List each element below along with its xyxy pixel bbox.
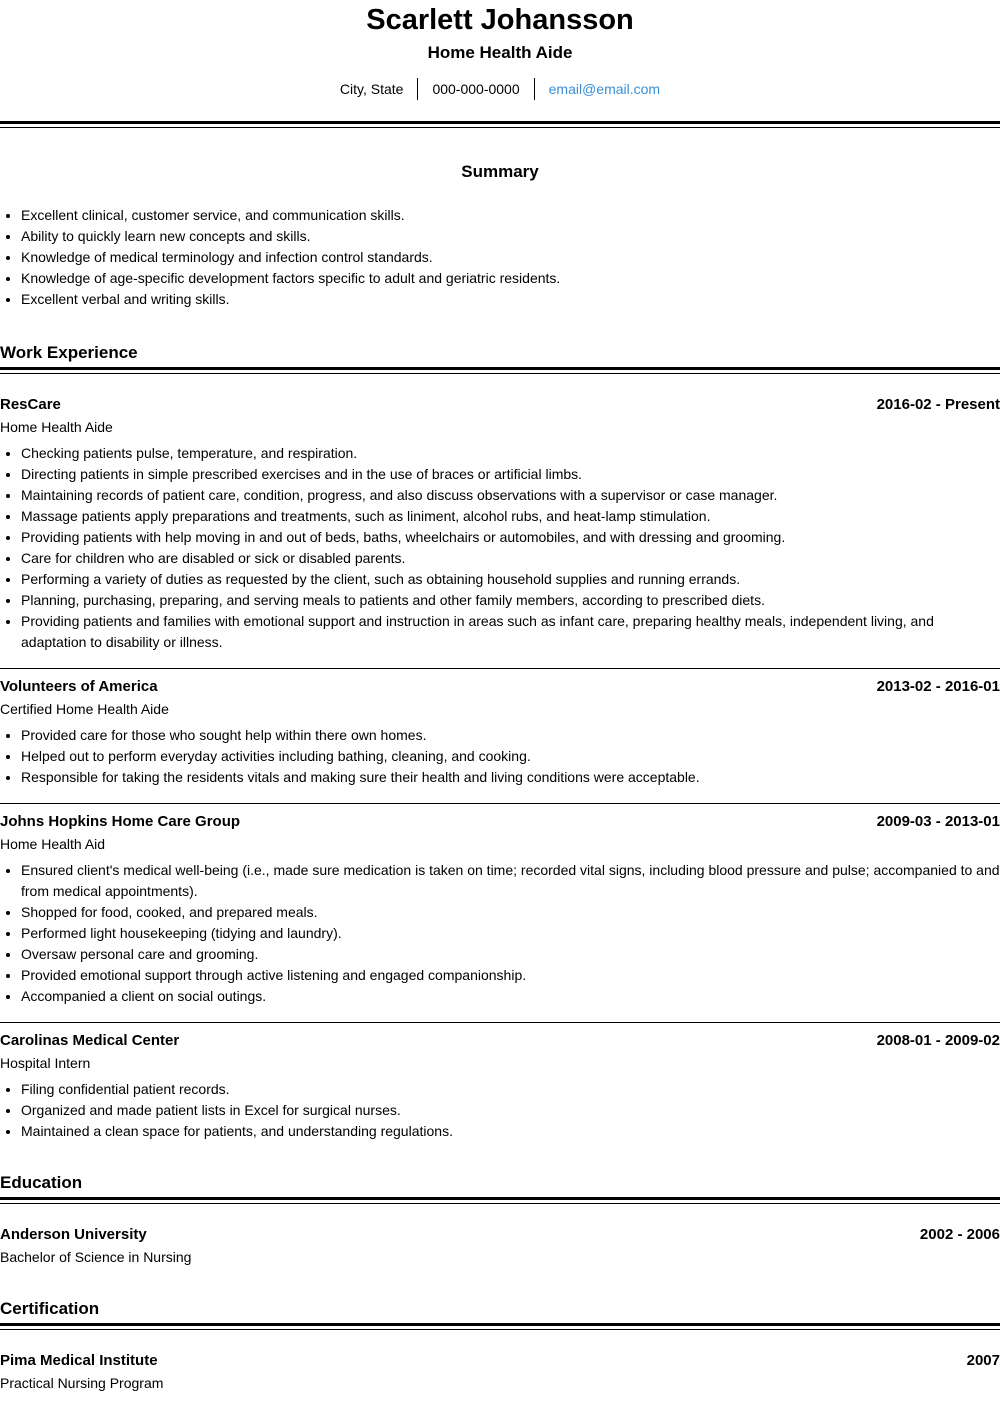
job-duty: • Providing patients with help moving in and out of beds, baths, wheelchairs or automobiles, and with dressing and grooming.	[21, 527, 1000, 548]
candidate-title: Home Health Aide	[427, 43, 573, 62]
job-dates: 2013-02 - 2016-01	[876, 678, 1000, 695]
phone-text: 000-000-0000	[432, 81, 520, 97]
job-company: Carolinas Medical Center	[0, 1032, 180, 1049]
job-duty: • Ensured client's medical well-being (i.e., made sure medication is taken on time; recorded vital signs, including blood pressure and pulse; accompanied to and from medical appointments).	[21, 860, 1000, 902]
resume-header	[0, 0, 1000, 100]
entry-divider	[0, 1022, 1000, 1023]
section-divider	[0, 367, 1000, 370]
job-dates: 2016-02 - Present	[876, 396, 1000, 413]
job-company: Volunteers of America	[0, 678, 158, 695]
job-duties	[0, 725, 1000, 788]
certification-institution: Pima Medical Institute	[0, 1352, 158, 1369]
degree-name: Bachelor of Science in Nursing	[0, 1249, 192, 1265]
entry-divider	[0, 803, 1000, 804]
education-dates: 2002 - 2006	[919, 1226, 1000, 1243]
job-duty: • Massage patients apply preparations and treatments, such as liniment, alcohol rubs, and heat-lamp stimulation.	[21, 506, 1000, 527]
job-role: Home Health Aid	[0, 836, 106, 852]
job-role: Certified Home Health Aide	[0, 701, 169, 717]
job-company: ResCare	[0, 396, 61, 413]
job-duty: • Shopped for food, cooked, and prepared meals.	[21, 902, 1000, 923]
work-experience-heading: Work Experience	[0, 343, 138, 362]
summary-item: • Knowledge of age-specific development factors specific to adult and geriatric residents.	[21, 268, 1000, 289]
job-duty: • Filing confidential patient records.	[21, 1079, 1000, 1100]
job-company: Johns Hopkins Home Care Group	[0, 813, 241, 830]
school-name: Anderson University	[0, 1226, 147, 1243]
job-entry	[0, 1031, 1000, 1142]
job-duty: • Maintaining records of patient care, condition, progress, and also discuss observations with a supervisor or case manager.	[21, 485, 1000, 506]
work-experience-section	[0, 342, 1000, 1142]
job-entry	[0, 677, 1000, 788]
job-duty: • Performed light housekeeping (tidying and laundry).	[21, 923, 1000, 944]
summary-list	[0, 205, 1000, 310]
job-duty: • Provided emotional support through active listening and engaged companionship.	[21, 965, 1000, 986]
location-text: City, State	[339, 81, 404, 97]
job-duties	[0, 1079, 1000, 1142]
job-duty: • Accompanied a client on social outings.	[21, 986, 1000, 1007]
summary-item: • Excellent clinical, customer service, and communication skills.	[21, 205, 1000, 226]
job-duties	[0, 443, 1000, 653]
job-role: Home Health Aide	[0, 419, 113, 435]
job-duty: • Directing patients in simple prescribed exercises and in the use of braces or artificial limbs.	[21, 464, 1000, 485]
job-duty: • Providing patients and families with emotional support and instruction in areas such as infant care, preparing healthy meals, independent living, and adaptation to disability or illness.	[21, 611, 1000, 653]
job-duties	[0, 860, 1000, 1007]
education-entry	[0, 1225, 1000, 1267]
job-duty: • Provided care for those who sought help within there own homes.	[21, 725, 1000, 746]
job-duty: • Maintained a clean space for patients, and understanding regulations.	[21, 1121, 1000, 1142]
job-entry	[0, 812, 1000, 1007]
job-duty: • Organized and made patient lists in Excel for surgical nurses.	[21, 1100, 1000, 1121]
candidate-name: Scarlett Johansson	[366, 4, 634, 36]
job-dates: 2009-03 - 2013-01	[876, 813, 1000, 830]
contact-info	[0, 78, 1000, 100]
job-entry	[0, 395, 1000, 653]
certification-year: 2007	[966, 1352, 1000, 1369]
certification-entry	[0, 1351, 1000, 1393]
summary-item: • Knowledge of medical terminology and infection control standards.	[21, 247, 1000, 268]
job-role: Hospital Intern	[0, 1055, 91, 1071]
summary-item: • Ability to quickly learn new concepts and skills.	[21, 226, 1000, 247]
job-duty: • Responsible for taking the residents vitals and making sure their health and living conditions were acceptable.	[21, 767, 1000, 788]
certification-program: Practical Nursing Program	[0, 1375, 164, 1391]
header-divider	[0, 121, 1000, 124]
email-link[interactable]: email@email.com	[548, 81, 661, 97]
section-divider	[0, 1197, 1000, 1200]
job-duty: • Performing a variety of duties as requested by the client, such as obtaining household supplies and running errands.	[21, 569, 1000, 590]
summary-item: • Excellent verbal and writing skills.	[21, 289, 1000, 310]
job-duty: • Helped out to perform everyday activities including bathing, cleaning, and cooking.	[21, 746, 1000, 767]
job-dates: 2008-01 - 2009-02	[876, 1032, 1000, 1049]
summary-heading: Summary	[461, 162, 539, 181]
entry-divider	[0, 668, 1000, 669]
job-duty: • Checking patients pulse, temperature, and respiration.	[21, 443, 1000, 464]
certification-section	[0, 1298, 1000, 1393]
education-heading: Education	[0, 1173, 83, 1192]
education-section	[0, 1172, 1000, 1267]
job-duty: • Oversaw personal care and grooming.	[21, 944, 1000, 965]
job-duty: • Care for children who are disabled or sick or disabled parents.	[21, 548, 1000, 569]
section-divider	[0, 1323, 1000, 1326]
job-duty: • Planning, purchasing, preparing, and serving meals to patients and other family members, according to prescribed diets.	[21, 590, 1000, 611]
certification-heading: Certification	[0, 1299, 100, 1318]
